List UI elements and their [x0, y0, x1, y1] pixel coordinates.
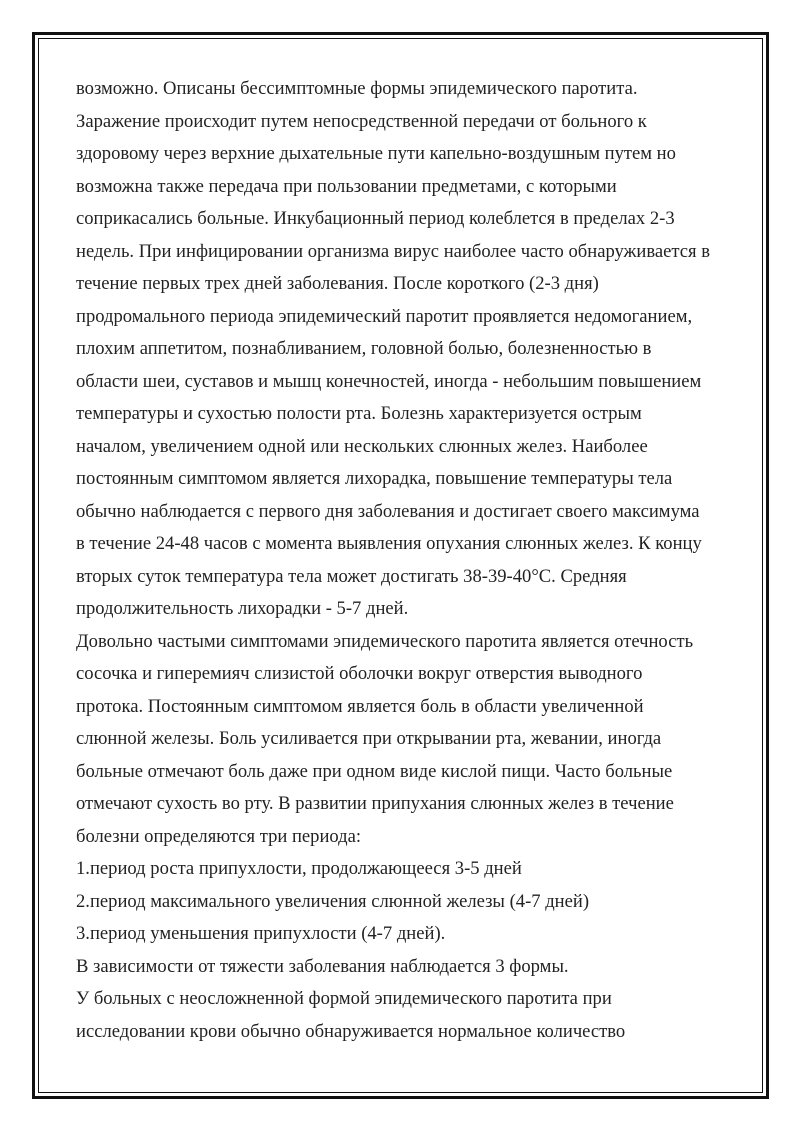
- text-line: температуры и сухостью полости рта. Болезнь характеризуется острым: [76, 403, 642, 424]
- text-line: слюнной железы. Боль усиливается при открывании рта, жевании, иногда: [76, 728, 662, 749]
- text-line: плохим аппетитом, познабливанием, головной болью, болезненностью в: [76, 338, 652, 359]
- text-line: вторых суток температура тела может достигать 38-39-40°С. Средняя: [76, 565, 627, 587]
- text-line: исследовании крови обычно обнаруживается нормальное количество: [76, 1020, 626, 1042]
- text-line: обычно наблюдается с первого дня заболевания и достигает своего максимума: [76, 500, 700, 522]
- text-line: в течение 24-48 часов с момента выявления опухания слюнных желез. К концу: [76, 533, 702, 554]
- text-line: соприкасались больные. Инкубационный период колеблется в пределах 2-3: [76, 208, 675, 229]
- text-line: больные отмечают боль даже при одном виде кислой пищи. Часто больные: [76, 760, 673, 782]
- text-line: В зависимости от тяжести заболевания наблюдается 3 формы.: [76, 955, 569, 977]
- text-line: началом, увеличением одной или нескольких слюнных желез. Наиболее: [76, 435, 648, 457]
- text-line: постоянным симптомом является лихорадка, повышение температуры тела: [76, 468, 673, 489]
- text-line: недель. При инфицировании организма вирус наиболее часто обнаруживается в: [76, 240, 710, 262]
- text-line: У больных с неосложненной формой эпидемического паротита при: [76, 988, 612, 1009]
- list-item: 1.период роста припухлости, продолжающееся 3-5 дней: [76, 858, 522, 879]
- text-line: Довольно частыми симптомами эпидемического паротита является отечность: [76, 630, 694, 652]
- text-line: возможна также передача при пользовании предметами, с которыми: [76, 175, 617, 197]
- text-line: продромального периода эпидемический паротит проявляется недомоганием,: [76, 305, 693, 327]
- text-line: Заражение происходит путем непосредственной передачи от больного к: [76, 110, 647, 132]
- text-line: области шеи, суставов и мышц конечностей, иногда - небольшим повышением: [76, 370, 702, 392]
- text-line: здоровому через верхние дыхательные пути капельно-воздушным путем но: [76, 143, 676, 164]
- text-line: сосочка и гиперемияч слизистой оболочки вокруг отверстия выводного: [76, 663, 643, 684]
- text-line: отмечают сухость во рту. В развитии припухания слюнных желез в течение: [76, 793, 674, 814]
- text-line: протока. Постоянным симптомом является боль в области увеличенной: [76, 695, 644, 717]
- text-line: болезни определяются три периода:: [76, 825, 362, 847]
- text-line: продолжительность лихорадки - 5-7 дней.: [76, 598, 409, 619]
- text-line: течение первых трех дней заболевания. После короткого (2-3 дня): [76, 273, 599, 294]
- document-body-text: [76, 73, 736, 1048]
- text-line: возможно. Описаны бессимптомные формы эпидемического паротита.: [76, 78, 638, 99]
- list-item: 3.период уменьшения припухлости (4-7 дней).: [76, 923, 446, 944]
- list-item: 2.период максимального увеличения слюнной железы (4-7 дней): [76, 890, 590, 912]
